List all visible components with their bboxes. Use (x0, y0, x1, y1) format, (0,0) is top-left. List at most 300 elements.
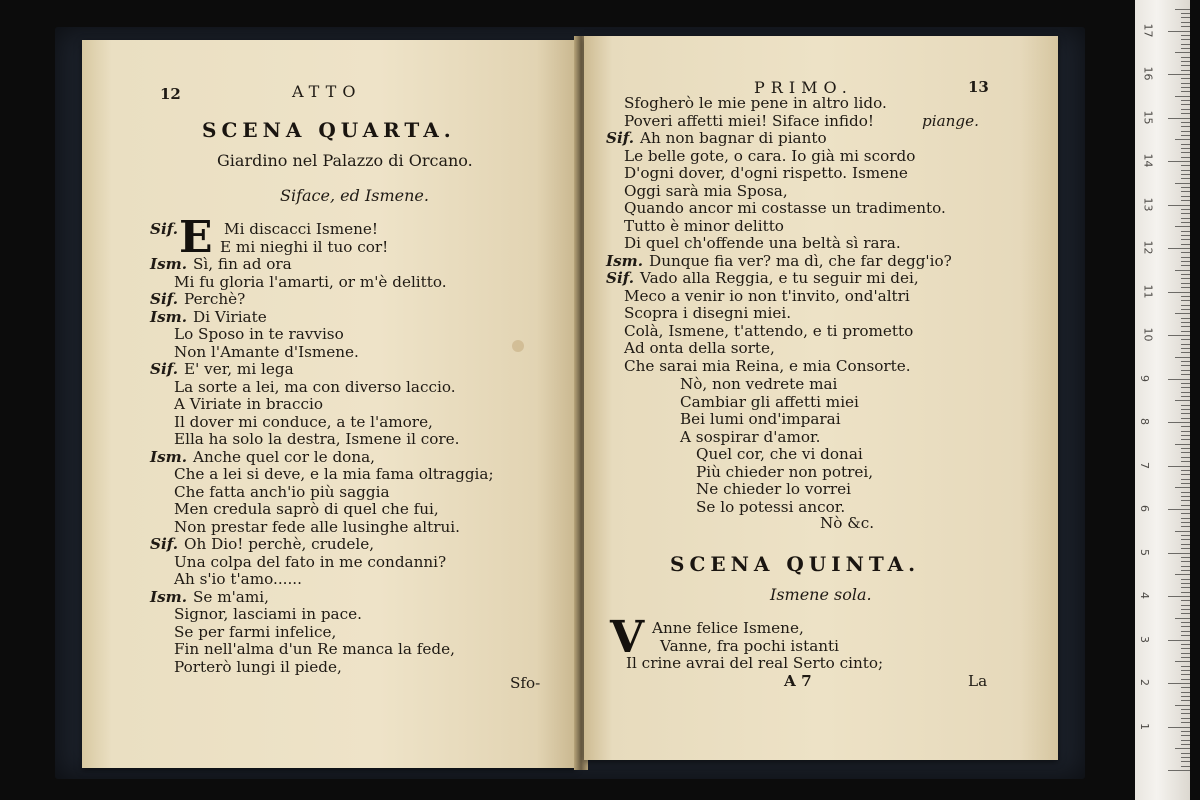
verse-text: Di Viriate (193, 307, 267, 326)
aria-line: Quel cor, che vi donai (696, 445, 863, 463)
speaker-label: Ism. (150, 307, 188, 326)
scene-title: SCENA QUARTA. (202, 118, 456, 142)
ruler-tick (1181, 670, 1190, 671)
ruler-tick (1181, 135, 1190, 136)
ruler-tick (1181, 492, 1190, 493)
ruler-tick (1168, 596, 1190, 597)
ruler-tick (1175, 270, 1190, 271)
aria-line: Nò, non vedrete mai (680, 375, 838, 393)
ruler-tick (1168, 683, 1190, 684)
verse-line (624, 164, 908, 182)
verse-line (174, 623, 336, 641)
speaker-label: Sif. (606, 129, 635, 147)
verse-line (624, 234, 901, 252)
ruler-tick (1181, 65, 1190, 66)
ruler-tick (1181, 583, 1190, 584)
aria-line: Ne chieder lo vorrei (696, 480, 851, 498)
ruler-tick (1181, 348, 1190, 349)
verse-line (624, 357, 911, 375)
ruler-tick (1181, 244, 1190, 245)
ruler-tick (1181, 740, 1190, 741)
ruler-tick (1181, 87, 1190, 88)
ruler-tick (1181, 657, 1190, 658)
ruler-tick (1175, 444, 1190, 445)
verse-text: Vado alla Reggia, e tu seguir mi dei, (640, 269, 919, 287)
ruler-tick (1168, 422, 1190, 423)
verse-line (174, 273, 447, 291)
verse-line (174, 500, 439, 518)
ruler-tick (1181, 235, 1190, 236)
verse-text: Ad onta della sorte, (624, 339, 775, 357)
speaker-label: Ism. (150, 255, 188, 273)
ruler-tick (1175, 574, 1190, 575)
ruler-tick (1181, 370, 1190, 371)
aria-line: A sospirar d'amor. (680, 427, 821, 446)
ruler-tick (1181, 700, 1190, 701)
speaker-label: Sif. (150, 290, 179, 308)
verse-text: Sì, fin ad ora (193, 255, 292, 273)
ruler-tick (1181, 566, 1190, 567)
ruler-tick (1181, 609, 1190, 610)
ruler-number: 6 (1138, 505, 1151, 512)
measuring-ruler (1135, 0, 1190, 800)
ruler-tick (1181, 152, 1190, 153)
ruler-tick (1181, 283, 1190, 284)
ruler-tick (1181, 144, 1190, 145)
verse-text: Le belle gote, o cara. Io già mi scordo (624, 146, 916, 165)
ruler-tick (1181, 692, 1190, 693)
ruler-number: 4 (1138, 592, 1151, 599)
ruler-tick (1181, 496, 1190, 497)
verse-text: Quando ancor mi costasse un tradimento. (624, 199, 946, 217)
running-head: PRIMO. (754, 78, 853, 97)
ruler-tick (1181, 48, 1190, 49)
verse-text: Che a lei si deve, e la mia fama oltraggia; (174, 465, 494, 483)
ruler-tick (1181, 352, 1190, 353)
right-page (584, 36, 1058, 760)
ruler-tick (1175, 400, 1190, 401)
ruler-tick (1181, 35, 1190, 36)
ruler-tick (1181, 257, 1190, 258)
signature-mark: A 7 (784, 672, 812, 690)
ruler-tick (1181, 78, 1190, 79)
ruler-tick (1181, 178, 1190, 179)
ruler-tick (1181, 613, 1190, 614)
ruler-tick (1181, 713, 1190, 714)
ruler-tick (1168, 248, 1190, 249)
ruler-tick (1181, 448, 1190, 449)
verse-text: Porterò lungi il piede, (174, 657, 342, 676)
ruler-tick (1175, 618, 1190, 619)
ruler-number: 7 (1138, 461, 1151, 469)
ruler-tick (1181, 605, 1190, 606)
ruler-tick (1181, 735, 1190, 736)
ruler-tick (1181, 13, 1190, 14)
verse-line (624, 304, 791, 322)
speaker-label: Sif. (606, 269, 635, 287)
ruler-tick (1181, 592, 1190, 593)
ruler-tick (1181, 518, 1190, 519)
verse-text: E' ver, mi lega (184, 360, 294, 378)
ruler-tick (1181, 483, 1190, 484)
catchword: La (968, 672, 988, 690)
ruler-number: 8 (1138, 418, 1151, 425)
ruler-tick (1181, 766, 1190, 767)
verse-text: Che sarai mia Reina, e mia Consorte. (624, 356, 911, 375)
verse-line (624, 199, 946, 217)
ruler-tick (1181, 409, 1190, 410)
ruler-tick (1181, 191, 1190, 192)
left-page (82, 40, 576, 768)
ruler-tick (1181, 318, 1190, 319)
verse-line (174, 518, 460, 536)
verse-text: Meco a venir io non t'invito, ond'altri (624, 286, 910, 305)
ruler-tick (1181, 731, 1190, 732)
ruler-tick (1181, 418, 1190, 419)
ruler-tick (1181, 326, 1190, 327)
ruler-tick (1181, 231, 1190, 232)
verse-text: Anche quel cor le dona, (193, 447, 375, 466)
ruler-number: 17 (1141, 23, 1155, 37)
ruler-tick (1181, 666, 1190, 667)
ruler-tick (1181, 696, 1190, 697)
verse-line (174, 343, 359, 361)
ruler-number: 10 (1141, 327, 1155, 342)
verse-line (174, 413, 433, 431)
ruler-tick (1181, 544, 1190, 545)
verse-text: Se per farmi infelice, (174, 622, 337, 641)
verse-text: Non l'Amante d'Ismene. (174, 342, 359, 361)
ruler-tick (1181, 452, 1190, 453)
ruler-tick (1181, 239, 1190, 240)
ruler-number: 5 (1138, 548, 1151, 556)
ruler-tick (1181, 300, 1190, 301)
ruler-tick (1175, 531, 1190, 532)
verse-line (174, 378, 456, 396)
verse-text: Una colpa del fato in me condanni? (174, 552, 447, 571)
ruler-tick (1181, 535, 1190, 536)
aria-end: Nò &c. (820, 514, 875, 532)
verse-text: Men credula saprò di quel che fui, (174, 500, 439, 518)
ruler-tick (1181, 718, 1190, 719)
verse-text: Che fatta anch'io più saggia (174, 482, 390, 501)
verse-line (624, 322, 913, 340)
ruler-tick (1181, 561, 1190, 562)
ruler-tick (1175, 313, 1190, 314)
ruler-tick (1181, 522, 1190, 523)
ruler-tick (1181, 461, 1190, 462)
ruler-tick (1181, 278, 1190, 279)
verse-line (174, 325, 344, 343)
verse-line (606, 129, 827, 147)
ruler-tick (1181, 753, 1190, 754)
ruler-number: 3 (1138, 635, 1151, 643)
ruler-number: 14 (1141, 153, 1155, 168)
stage-direction: piange. (922, 112, 979, 130)
ruler-tick (1168, 770, 1190, 771)
verse-line (174, 658, 342, 676)
ruler-tick (1181, 539, 1190, 540)
ruler-number: 15 (1141, 110, 1155, 124)
verse-line (174, 640, 455, 658)
ruler-tick (1175, 52, 1190, 53)
ruler-tick (1181, 431, 1190, 432)
ruler-number: 16 (1141, 66, 1155, 81)
ruler-tick (1181, 479, 1190, 480)
scene-characters: Siface, ed Ismene. (280, 186, 429, 205)
verse-line (220, 238, 388, 256)
ruler-tick (1181, 548, 1190, 549)
ruler-tick (1168, 335, 1190, 336)
ruler-tick (1181, 626, 1190, 627)
ruler-tick (1181, 331, 1190, 332)
ruler-tick (1181, 648, 1190, 649)
ruler-tick (1181, 109, 1190, 110)
verse-line (150, 360, 294, 378)
verse-text: Il dover mi conduce, a te l'amore, (174, 412, 433, 431)
ruler-tick (1181, 104, 1190, 105)
ruler-tick (1175, 96, 1190, 97)
ruler-tick (1181, 309, 1190, 310)
ruler-tick (1175, 183, 1190, 184)
speaker-label: Sif. (150, 220, 179, 238)
verse-line (606, 252, 952, 270)
running-head: ATTO (292, 82, 362, 101)
ruler-tick (1181, 405, 1190, 406)
ruler-tick (1181, 126, 1190, 127)
speaker-label: Ism. (606, 251, 644, 270)
ruler-tick (1175, 748, 1190, 749)
ruler-tick (1181, 570, 1190, 571)
verse-text: D'ogni dover, d'ogni rispetto. Ismene (624, 164, 908, 182)
ruler-tick (1181, 339, 1190, 340)
ruler-tick (1175, 661, 1190, 662)
ruler-tick (1181, 392, 1190, 393)
aria-line: Più chieder non potrei, (696, 462, 874, 481)
verse-line (606, 269, 919, 287)
verse-line (150, 220, 378, 238)
verse-text: Mi fu gloria l'amarti, or m'è delitto. (174, 272, 447, 291)
ruler-tick (1181, 653, 1190, 654)
verse-line (624, 217, 784, 235)
ruler-tick (1181, 187, 1190, 188)
verse-line (150, 255, 292, 273)
verse-text: Ah s'io t'amo...... (174, 570, 302, 588)
verse-line (174, 430, 459, 448)
scene-title: SCENA QUINTA. (670, 552, 921, 576)
ruler-tick (1168, 379, 1190, 380)
ruler-tick (1181, 396, 1190, 397)
verse-line (624, 287, 910, 305)
ruler-tick (1181, 579, 1190, 580)
ruler-tick (1181, 22, 1190, 23)
ruler-tick (1181, 39, 1190, 40)
ruler-number: 12 (1141, 240, 1155, 255)
ruler-tick (1181, 274, 1190, 275)
verse-text: Tutto è minor delitto (624, 216, 784, 235)
ruler-tick (1181, 679, 1190, 680)
ruler-tick (1168, 640, 1190, 641)
ruler-tick (1181, 757, 1190, 758)
ruler-tick (1181, 761, 1190, 762)
verse-text: Perchè? (184, 290, 246, 308)
ruler-tick (1181, 61, 1190, 62)
ruler-tick (1175, 139, 1190, 140)
ruler-tick (1168, 292, 1190, 293)
verse-text: Scopra i disegni miei. (624, 304, 792, 322)
ruler-tick (1181, 174, 1190, 175)
ruler-tick (1181, 218, 1190, 219)
ruler-tick (1168, 553, 1190, 554)
ruler-tick (1168, 205, 1190, 206)
ruler-tick (1181, 470, 1190, 471)
speaker-label: Ism. (150, 587, 188, 606)
verse-line (174, 553, 446, 571)
scene-setting: Giardino nel Palazzo di Orcano. (217, 151, 473, 170)
aria-line: Se lo potessi ancor. (696, 497, 846, 516)
verse-text: Colà, Ismene, t'attendo, e ti prometto (624, 321, 914, 340)
verse-line (150, 290, 245, 308)
verse-line (174, 483, 390, 501)
page-number: 12 (160, 85, 181, 103)
ruler-tick (1181, 435, 1190, 436)
ruler-tick (1181, 44, 1190, 45)
speaker-label: Ism. (150, 447, 188, 466)
aria-line: Cambiar gli affetti miei (680, 392, 859, 411)
ruler-number: 11 (1141, 284, 1155, 298)
speaker-label: Sif. (150, 535, 179, 553)
ruler-number: 1 (1138, 722, 1151, 730)
ruler-tick (1181, 113, 1190, 114)
aria-line: Bei lumi ond'imparai (680, 410, 841, 428)
ruler-tick (1181, 122, 1190, 123)
page-number: 13 (968, 78, 989, 96)
verse-text: Oggi sarà mia Sposa, (624, 181, 788, 200)
verse-line (150, 588, 269, 606)
ruler-tick (1181, 413, 1190, 414)
ruler-tick (1181, 131, 1190, 132)
ruler-tick (1181, 513, 1190, 514)
scene-characters: Ismene sola. (770, 585, 872, 604)
ruler-tick (1181, 674, 1190, 675)
ruler-tick (1168, 727, 1190, 728)
verse-text: E mi nieghi il tuo cor! (220, 237, 389, 256)
ruler-tick (1181, 687, 1190, 688)
drop-cap: V (610, 612, 645, 663)
ruler-tick (1168, 74, 1190, 75)
ruler-tick (1181, 622, 1190, 623)
verse-text: Ella ha solo la destra, Ismene il core. (174, 430, 460, 448)
verse-line (624, 339, 775, 357)
verse-line: Il crine avrai del real Serto cinto; (626, 654, 884, 672)
verse-line (174, 570, 302, 588)
ruler-tick (1181, 100, 1190, 101)
ruler-tick (1175, 487, 1190, 488)
ruler-tick (1168, 509, 1190, 510)
verse-line (174, 395, 323, 413)
ruler-tick (1181, 222, 1190, 223)
ruler-tick (1181, 474, 1190, 475)
ruler-tick (1181, 252, 1190, 253)
ruler-number: 13 (1141, 197, 1155, 211)
verse-line (174, 465, 494, 483)
verse-text: Fin nell'alma d'un Re manca la fede, (174, 640, 455, 658)
ruler-tick (1181, 26, 1190, 27)
verse-text: Mi discacci Ismene! (224, 220, 378, 238)
ruler-tick (1175, 226, 1190, 227)
ruler-tick (1181, 557, 1190, 558)
verse-text: Oh Dio! perchè, crudele, (184, 535, 375, 553)
ruler-tick (1181, 287, 1190, 288)
ruler-tick (1181, 426, 1190, 427)
ruler-tick (1181, 83, 1190, 84)
verse-text: La sorte a lei, ma con diverso laccio. (174, 377, 456, 396)
verse-text: Di quel ch'offende una beltà sì rara. (624, 234, 901, 252)
ruler-tick (1181, 387, 1190, 388)
ruler-tick (1175, 9, 1190, 10)
ruler-number: 2 (1138, 679, 1151, 686)
ruler-tick (1181, 600, 1190, 601)
ruler-tick (1181, 148, 1190, 149)
ruler-tick (1168, 118, 1190, 119)
ruler-tick (1168, 466, 1190, 467)
catchword: Sfo- (510, 674, 541, 692)
verse-line (150, 448, 375, 466)
ruler-tick (1181, 722, 1190, 723)
ruler-tick (1181, 322, 1190, 323)
verse-text: Non prestar fede alle lusinghe altrui. (174, 517, 460, 536)
ruler-tick (1181, 157, 1190, 158)
verse-text: Lo Sposo in te ravviso (174, 325, 344, 343)
ruler-tick (1181, 17, 1190, 18)
ruler-tick (1181, 165, 1190, 166)
verse-text: Sfogherò le mie pene in altro lido. (624, 94, 887, 112)
verse-text: A Viriate in braccio (174, 395, 323, 413)
ruler-tick (1181, 457, 1190, 458)
ruler-tick (1181, 305, 1190, 306)
ruler-tick (1181, 635, 1190, 636)
verse-line: Anne felice Ismene, (652, 619, 804, 637)
ruler-tick (1181, 57, 1190, 58)
ruler-tick (1175, 357, 1190, 358)
verse-line (150, 535, 374, 553)
ruler-tick (1181, 200, 1190, 201)
verse-line: Vanne, fra pochi istanti (660, 636, 839, 655)
verse-line (624, 147, 915, 165)
ruler-tick (1181, 439, 1190, 440)
ruler-tick (1181, 709, 1190, 710)
ruler-tick (1181, 631, 1190, 632)
ruler-tick (1181, 209, 1190, 210)
ruler-tick (1181, 213, 1190, 214)
verse-text: Signor, lasciami in pace. (174, 605, 362, 623)
drop-cap: E (179, 212, 213, 263)
speaker-label: Sif. (150, 360, 179, 378)
ruler-tick (1181, 587, 1190, 588)
ruler-tick (1181, 296, 1190, 297)
ruler-tick (1181, 744, 1190, 745)
paper-stain (512, 340, 524, 352)
ruler-number: 9 (1138, 374, 1151, 382)
ruler-tick (1181, 70, 1190, 71)
ruler-tick (1181, 505, 1190, 506)
ruler-tick (1181, 261, 1190, 262)
ruler-tick (1175, 705, 1190, 706)
ruler-tick (1181, 644, 1190, 645)
ruler-tick (1181, 170, 1190, 171)
ruler-tick (1168, 161, 1190, 162)
ruler-tick (1181, 374, 1190, 375)
